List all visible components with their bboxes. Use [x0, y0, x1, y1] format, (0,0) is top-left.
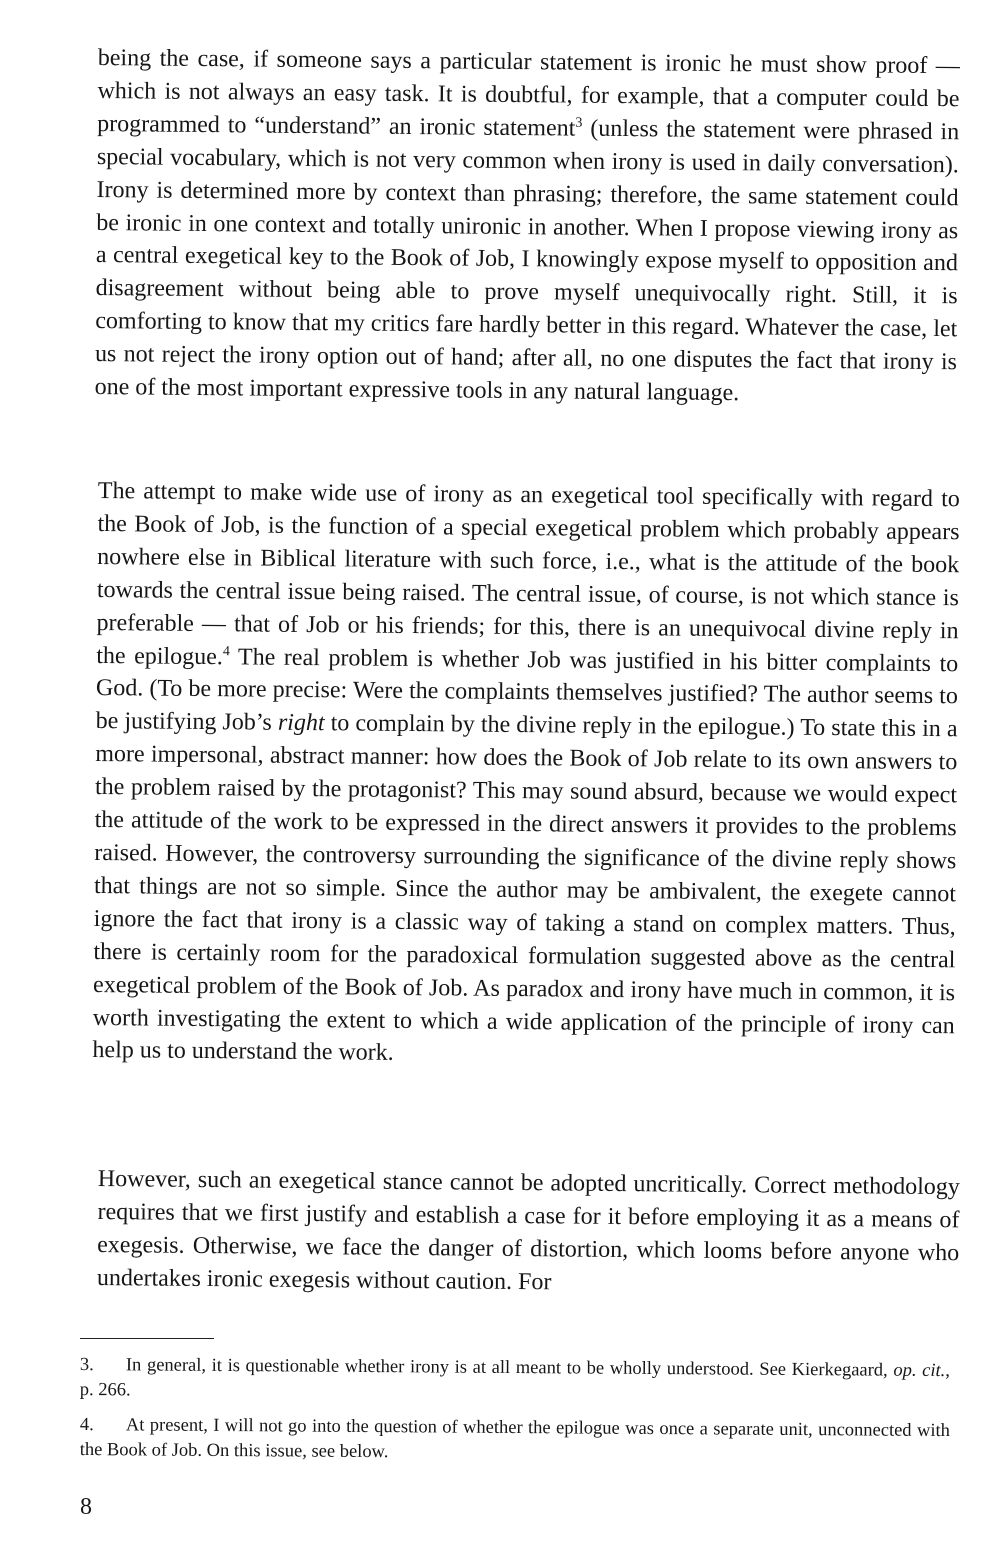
- paragraph-2-part-b: The real problem is whether Job was justified in his bitter complaints to God. (To be more precise: Were the complaints themselves justified? The author seems to be justifying Job’s: [95, 643, 959, 737]
- paragraph-2: [92, 475, 960, 1076]
- paragraph-3: However, such an exegetical stance cannot be adopted uncritically. Correct methodology requires that we first justify and establish a case for it before employing it as a means of exegesis. Otherwise, we face the danger of distortion, which looms before anyone who undertakes ironic exegesis without caution. For: [96, 1165, 960, 1296]
- paragraph-1: [95, 42, 960, 412]
- footnote-4-number: 4.: [79, 1415, 94, 1436]
- paragraph-1-part-b: (unless the statement were phrased in special vocabulary, which is not very common when irony is used in daily conversation). Irony is determined more by context than phrasing; therefore, the same statement could be ironic in one context and totally unironic in another. When I propose viewing irony as a central exegetical key to the Book of Job, I knowingly expose myself to opposition and disagreement without being able to prove myself unequivocally right. Still, it is comforting to know that my critics fare hardly better in this regard. Whatever the case, let us not reject the irony option out of hand; after all, no one disputes the fact that irony is one of the most important expressive tools in any natural language.: [94, 115, 960, 407]
- footnote-3-number: 3.: [79, 1355, 94, 1376]
- footnote-3-text-a: In general, it is questionable whether irony is at all meant to be wholly understood. See Kierkegaard,: [125, 1355, 894, 1381]
- paragraph-2-part-a: The attempt to make wide use of irony as an exegetical tool specifically with regard to the Book of Job, is the function of a special exegetical problem which probably appears nowhere else in Biblical literature with such force, i.e., what is the attitude of the book towards the central issue being raised. The central issue, of course, is not which stance is preferable — that of Job or his friends; for this, there is an unequivocal divine reply in the epilogue.: [96, 477, 960, 670]
- footnote-ref-3[interactable]: 3: [575, 115, 583, 131]
- footnote-3-citation: op. cit.: [893, 1360, 946, 1382]
- paragraph-2-italic-word: right: [277, 710, 325, 737]
- paragraph-1-part-a: being the case, if someone says a particular statement is ironic he must show proof — which is not always an easy task. It is doubtful, for example, that a computer could be programmed to “understand” an ironic statement: [97, 44, 960, 142]
- footnote-4-text: At present, I will not go into the question of whether the epilogue was once a separate unit, unconnected with the Book of Job. On this issue, see below.: [79, 1415, 950, 1463]
- page-number: 8: [80, 1494, 92, 1520]
- footnote-3-text-b: , p. 266.: [79, 1361, 950, 1401]
- paragraph-2-part-c: to complain by the divine reply in the epilogue.) To state this in a more impersonal, abstract manner: how does the Book of Job relate to its own answers to the problem raised by the protagonist? This may sound absurd, because we would expect the attitude of the work to be expressed in the direct answers it provides to the problems raised. However, the controversy surrounding the significance of the divine reply shows that things are not so simple. Since the author may be ambivalent, the exegete cannot ignore the fact that irony is a classic way of taking a stand on complex matters. Thus, there is certainly room for the paradoxical formulation suggested above as the central exegetical problem of the Book of Job. As paradox and irony have much in common, it is worth investigating the extent to which a wide application of the principle of irony can help us to understand the work.: [92, 710, 958, 1067]
- footnote-4: [80, 1413, 950, 1469]
- footnote-ref-4[interactable]: 4: [222, 643, 230, 659]
- footnote-3: [80, 1353, 950, 1409]
- footnote-divider: [80, 1338, 214, 1339]
